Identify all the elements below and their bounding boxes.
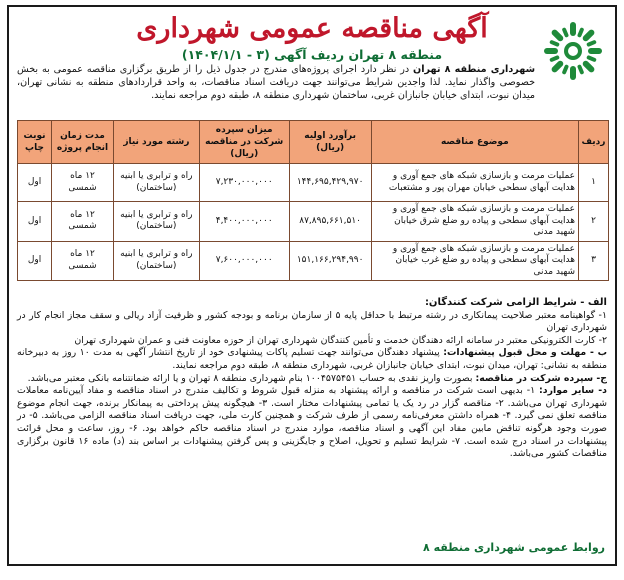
cell-deposit: ۴,۴۰۰,۰۰۰,۰۰۰ [199,202,289,242]
section-b [17,347,607,372]
tender-table [17,120,609,281]
cell-subject: عملیات مرمت و بازسازی شبکه های جمع آوری و هدایت آبهای سطحی و پیاده رو ضلع شرق خیابان شهید مدنی [371,202,578,242]
advertisement-page [7,5,617,566]
conditions-section [17,297,607,461]
section-a-item-1: ۱- گواهینامه معتبر صلاحیت پیمانکاری در رشته مرتبط با حداقل پایه ۵ از سازمان برنامه و بودجه کشور و ظرفیت آزاد ریالی و سقف مجاز انجام کار در شهرداری تهران [17,309,607,334]
section-b-label: ب - مهلت و محل قبول پیشنهادات: [443,347,608,359]
cell-duration: ۱۲ ماه شمسی [52,202,114,242]
cell-duration: ۱۲ ماه شمسی [52,241,114,281]
section-c [17,373,607,386]
cell-field: راه و ترابری یا ابنیه (ساختمان) [113,241,199,281]
cell-row: ۲ [579,202,609,242]
page-title: آگهی مناقصه عمومی شهرداری [136,13,488,44]
column-header-subject: موضوع مناقصه [371,121,578,164]
column-header-deposit: میزان سپرده شرکت در مناقصه (ریال) [199,121,289,164]
cell-estimate: ۸۷,۸۹۵,۶۶۱,۵۱۰ [289,202,371,242]
table-row [18,202,609,242]
cell-row: ۱ [579,164,609,202]
tehran-municipality-logo-icon [541,19,605,83]
table-header-row [18,121,609,164]
section-a-item-2: ۲- کارت الکترونیکی معتبر در سامانه ارائه دهندگان خدمت و تأمین کنندگان شهرداری تهران از حوزه معاونت فنی و عمران شهرداری تهران [74,334,607,346]
cell-estimate: ۱۴۴,۶۹۵,۴۲۹,۹۷۰ [289,164,371,202]
cell-print: اول [18,241,52,281]
cell-field: راه و ترابری یا ابنیه (ساختمان) [113,202,199,242]
section-d-label: د- سایر موارد: [539,385,607,397]
intro-paragraph [17,63,535,102]
header [99,11,525,63]
cell-estimate: ۱۵۱,۱۶۶,۲۹۴,۹۹۰ [289,241,371,281]
section-d [17,385,607,461]
column-header-row: ردیف [579,121,609,164]
page-subtitle: منطقه ۸ تهران ردیف آگهی (۳ - ۱۴۰۴/۱/۱) [181,47,443,62]
cell-field: راه و ترابری یا ابنیه (ساختمان) [113,164,199,202]
cell-print: اول [18,164,52,202]
cell-subject: عملیات مرمت و بازسازی شبکه های جمع آوری و هدایت آبهای سطحی و پیاده رو ضلع غرب خیابان شهید مدنی [371,241,578,281]
section-c-text: بصورت واریز نقدی به حساب ۱۰۰۴۵۷۵۴۵۱ بنام شهرداری منطقه ۸ تهران و یا ارائه ضمانتنامه بانکی معتبر می‌باشد. [27,372,476,384]
footer-signature: روابط عمومی شهرداری منطقه ۸ [423,541,605,554]
cell-deposit: ۷,۲۳۰,۰۰۰,۰۰۰ [199,164,289,202]
cell-deposit: ۷,۶۰۰,۰۰۰,۰۰۰ [199,241,289,281]
section-b-text: پیشنهاد دهندگان می‌توانند جهت تسلیم پاکات پیشنهادی خود از تاریخ انتشار آگهی به مدت ۱۰ روز به دبیرخانه منطقه به نشانی: تهران، میدان نبوت، ابتدای خیابان جانبازان غربی، شهرداری منطقه ۸، طبقه دوم مراجعه نمایند. [17,347,607,371]
intro-lead: شهرداری منطقه ۸ تهران [413,64,535,75]
column-header-duration: مدت زمان انجام پروژه [52,121,114,164]
cell-duration: ۱۲ ماه شمسی [52,164,114,202]
column-header-print: نوبت چاپ [18,121,52,164]
cell-subject: عملیات مرمت و بازسازی شبکه های جمع آوری و هدایت آبهای سطحی خیابان مهران پور و مشتعبات [371,164,578,202]
table-row [18,164,609,202]
table-row [18,241,609,281]
column-header-field: رشته مورد نیاز [113,121,199,164]
cell-print: اول [18,202,52,242]
section-a-title: الف - شرایط الزامی شرکت کنندگان: [424,297,607,308]
column-header-estimate: برآورد اولیه (ریال) [289,121,371,164]
intro-text: در نظر دارد اجرای پروژه‌های مندرج در جدول ذیل را از طریق برگزاری مناقصه عمومی به بخش خصوصی واگذار نماید. لذا واجدین شرایط می‌توانند جهت دریافت اسناد مناقصات، به واحد قراردادهای منطقه به نشانی تهران، میدان نبوت، ابتدای خیابان جانبازان غربی، ساختمان شهرداری منطقه ۸، طبقه دوم مراجعه نمایند. [17,64,535,101]
cell-row: ۳ [579,241,609,281]
section-d-text: ۱- بدیهی است شرکت در مناقصه و ارائه پیشنهاد به منزله قبول شروط و تکالیف مندرج در اسناد مناقصه و مفاد آیین‌نامه معاملات شهرداری تهران می‌باشد. ۲- مناقصه گزار در رد یک یا تمامی پیشنهادات مختار است. ۳- هیچگونه پیش پرداختی به پیمانکار برنده، جهت انجام موضوع مناقصه تعلق نمی گیرد. ۴- همراه داشتن معرفی‌نامه رسمی از طرف شرکت و همچنین کارت ملی، جهت دریافت اسناد مناقصه الزامی می‌باشد. ۵- در صورت وجود هرگونه تناقض مابین مفاد این آگهی و اسناد مناقصه، موارد مندرج در اسناد مناقصه حاکم خواهد بود. ۶- روز، ساعت و محل قرائت پیشنهادات در اسناد درج شده است. ۷- شرایط تسلیم و تحویل، اصلاح و جایگزینی و پس گرفتن پیشنهادات بر اساس بند (د) ماده ۱۶ قانون برگزاری مناقصات کشور می‌باشد. [17,385,607,460]
section-c-label: ج- سپرده شرکت در مناقصه: [475,372,607,384]
